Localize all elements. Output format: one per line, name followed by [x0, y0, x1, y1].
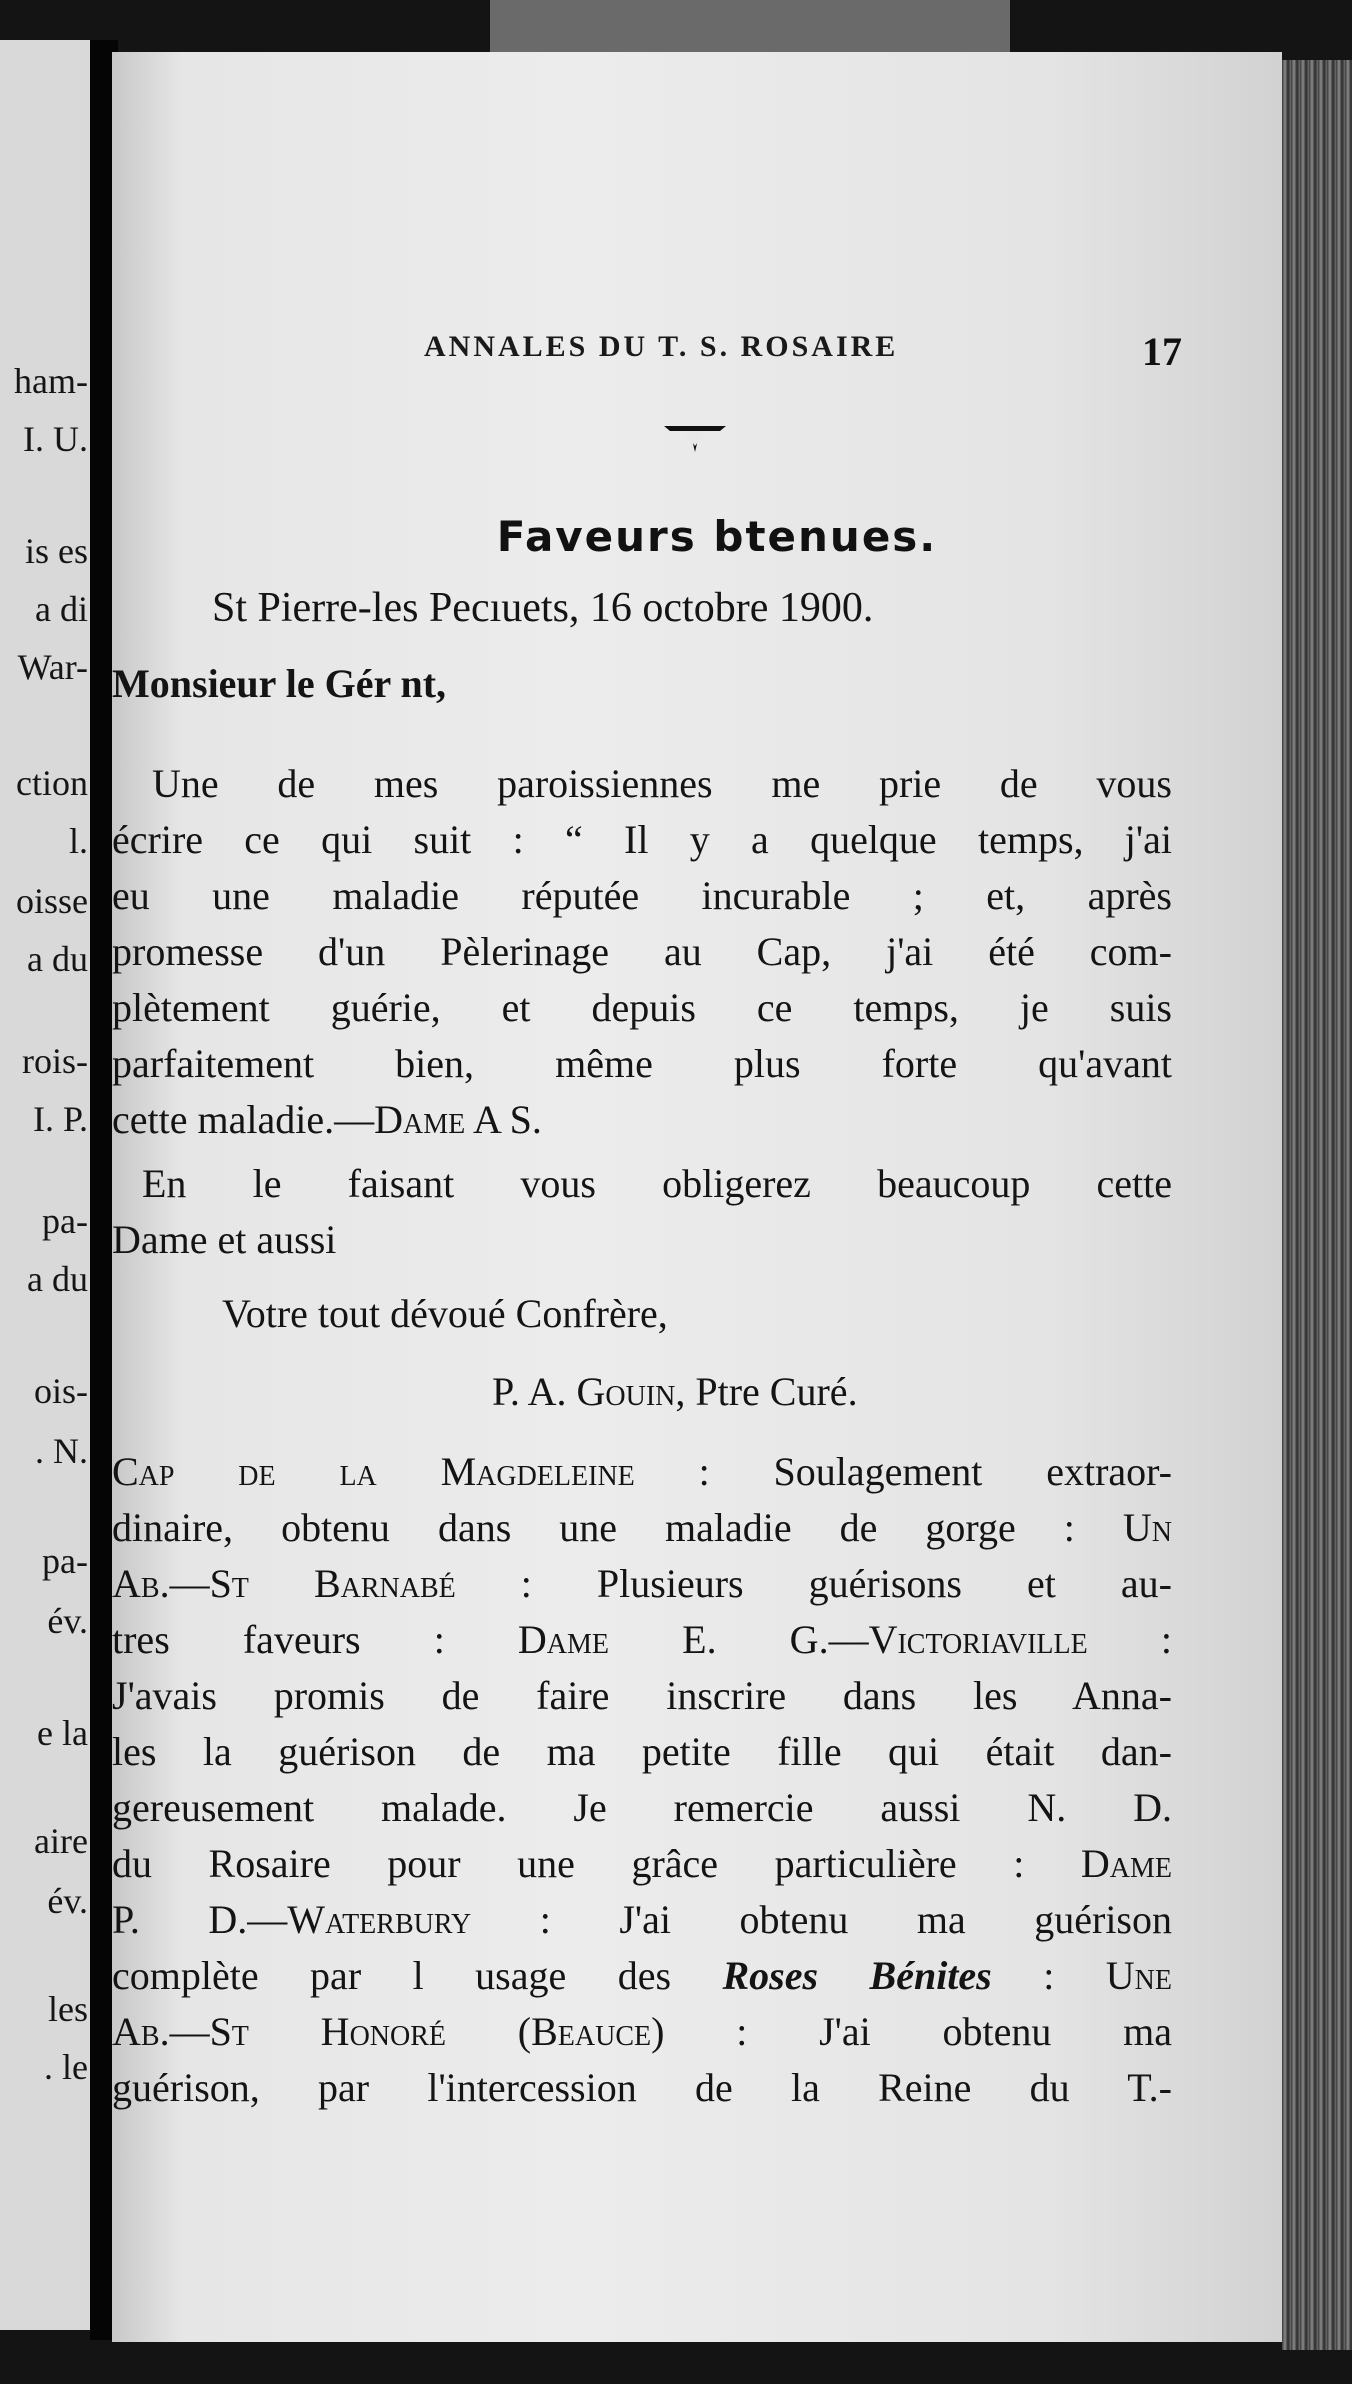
letter-line: écrire ce qui suit : “ Il y a quelque temps, j'ai: [112, 817, 1172, 862]
left-page-line: rois-: [22, 1041, 88, 1081]
left-page-line: ois-: [34, 1371, 88, 1411]
testimony-text: : J'ai obtenu ma: [664, 2009, 1172, 2054]
left-page-line: . N.: [35, 1431, 88, 1471]
testimony-line: [112, 1616, 1172, 1664]
left-page-line: év.: [47, 1881, 88, 1921]
signature: [492, 1368, 858, 1416]
testimony-line: les la guérison de ma petite fille qui était dan-: [112, 1729, 1172, 1774]
testimony-text: :: [1087, 1617, 1172, 1662]
letter-line: Une de mes paroissiennes me prie de vous: [152, 761, 1172, 806]
testimony-line: [112, 1952, 1172, 2000]
letter-line: eu une maladie réputée incurable ; et, après: [112, 873, 1172, 918]
testimony-text: : J'ai obtenu ma guérison: [471, 1897, 1172, 1942]
left-page-line: év.: [47, 1601, 88, 1641]
testimony-text: du Rosaire pour une grâce particulière :: [112, 1841, 1081, 1886]
closing-formula: Votre tout dévoué Confrère,: [222, 1291, 668, 1336]
left-page-line: aire: [34, 1821, 88, 1861]
left-page-line: pa-: [42, 1541, 88, 1581]
left-page-line: I. P.: [32, 1099, 88, 1139]
left-page-line: a du: [27, 1259, 88, 1299]
letter-line: cette maladie.—: [112, 1097, 375, 1142]
signer-name: Un: [1122, 1505, 1172, 1550]
testimony-text: : Plusieurs guérisons et au-: [455, 1561, 1172, 1606]
left-page-line: l.: [68, 821, 88, 861]
salutation: Monsieur le Gér nt,: [112, 661, 447, 706]
testimony-text: dinaire, obtenu dans une maladie de gorge :: [112, 1505, 1123, 1550]
letter-line: parfaitement bien, même plus forte qu'avant: [112, 1041, 1172, 1086]
signature-name: Gouin,: [576, 1369, 686, 1414]
left-page-line: ction: [16, 763, 88, 803]
italic-title: Roses Bénites: [722, 1953, 992, 1998]
testimony-line: J'avais promis de faire inscrire dans les Anna-: [112, 1673, 1172, 1718]
letter-line: promesse d'un Pèlerinage au Cap, j'ai été com-: [112, 929, 1172, 974]
request-line: En le faisant vous obligerez beaucoup cette: [142, 1161, 1172, 1206]
page-stack-edge: [1282, 60, 1352, 2350]
signer-name: Dame E. G.—Victoriaville: [517, 1617, 1088, 1662]
testimony-line: [112, 1896, 1172, 1944]
left-page-line: a di: [35, 589, 88, 629]
page-number: 17: [1142, 329, 1182, 374]
place-name: Ab.—St Barnabé: [112, 1561, 456, 1606]
testimony-text: :: [991, 1953, 1106, 1998]
left-page-line: ham-: [14, 361, 88, 401]
left-page-fragment: [0, 40, 96, 2330]
article-title: Faveurs btenues.: [496, 512, 938, 561]
testimony-line: guérison, par l'intercession de la Reine du T.-: [112, 2065, 1172, 2110]
testimony-line: [112, 1560, 1172, 1608]
left-page-line: e la: [37, 1713, 88, 1753]
left-page-line: War-: [17, 647, 88, 687]
place-name: Ab.—St Honoré (Beauce): [112, 2009, 665, 2054]
testimony-text: tres faveurs :: [112, 1617, 518, 1662]
testimony-line: [112, 2008, 1172, 2056]
signature-title: Ptre Curé.: [695, 1369, 858, 1414]
place-date-line: St Pierre-les Pecıuets, 16 octobre 1900.: [212, 585, 874, 631]
running-header: ANNALES DU T. S. ROSAIRE: [424, 330, 899, 363]
testimony-line: [112, 1504, 1172, 1552]
testimony-line: gereusement malade. Je remercie aussi N. D.: [112, 1785, 1172, 1830]
request-line: Dame et aussi: [112, 1217, 337, 1262]
left-page-line: . le: [44, 2047, 88, 2087]
ornament-icon: [662, 422, 728, 456]
left-page-line: a du: [27, 939, 88, 979]
left-page-line: les: [48, 1989, 88, 2029]
signer-name: Une: [1105, 1953, 1172, 1998]
place-name: P. D.—Waterbury: [112, 1897, 472, 1942]
signer-name: Dame: [1080, 1841, 1172, 1886]
testimony-text: : Soulagement extraor-: [634, 1449, 1172, 1494]
left-page-line: is es: [25, 531, 88, 571]
testimony-line: [112, 1448, 1172, 1496]
letter-sign: Dame A S.: [374, 1097, 542, 1142]
signature-initials: P. A.: [492, 1369, 567, 1414]
letter-line: plètement guérie, et depuis ce temps, je suis: [112, 985, 1172, 1030]
left-page-line: oisse: [16, 881, 88, 921]
left-page-line: I. U.: [23, 419, 88, 459]
place-name: Cap de la Magdeleine: [112, 1449, 635, 1494]
testimony-line: [112, 1840, 1172, 1888]
testimony-text: complète par l usage des: [112, 1953, 723, 1998]
left-page-line: pa-: [42, 1201, 88, 1241]
letter-line-last: [112, 1096, 542, 1144]
book-page: [112, 52, 1282, 2342]
